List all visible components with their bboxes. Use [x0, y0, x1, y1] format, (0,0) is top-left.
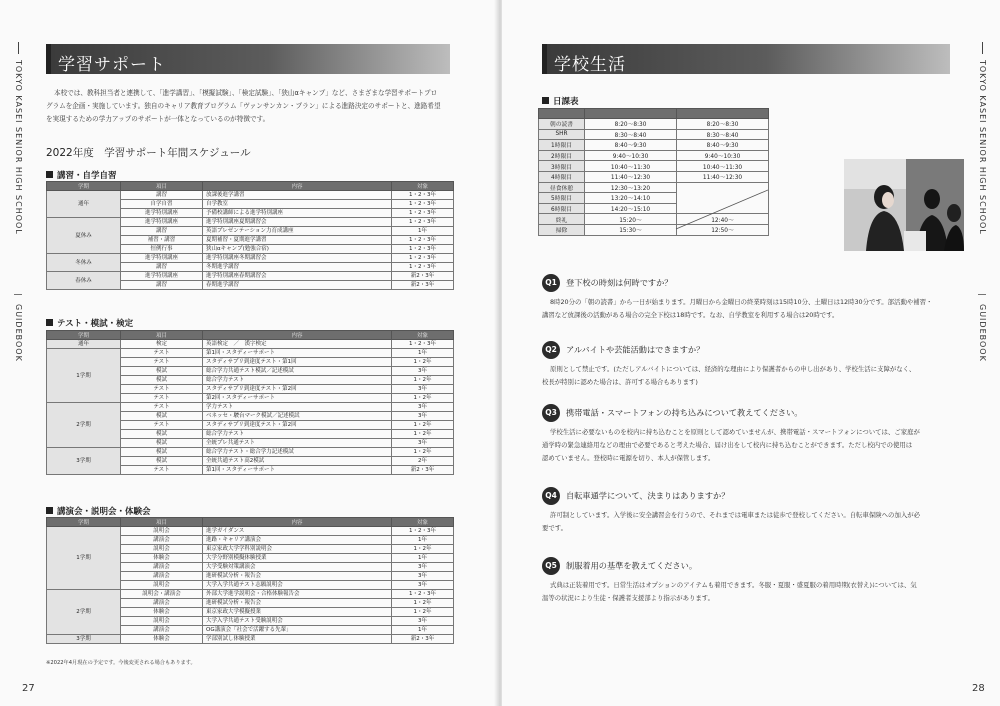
- table-header: 対象: [392, 182, 454, 191]
- target-cell: 1・2年: [392, 421, 454, 430]
- item-cell: テスト: [121, 358, 203, 367]
- table-header: 項目: [121, 518, 203, 527]
- table-header: 内容: [203, 182, 392, 191]
- target-cell: 1・2・3年: [392, 340, 454, 349]
- content-cell: 総合学力テスト: [203, 376, 392, 385]
- faq-answer: [542, 509, 960, 535]
- item-cell: テスト: [121, 349, 203, 358]
- weekday-time: 12:30〜13:20: [585, 182, 677, 193]
- term-cell: 1学期: [47, 349, 121, 403]
- question-badge: Q2: [542, 341, 560, 359]
- weekday-time: 14:20〜15:10: [585, 203, 677, 214]
- item-cell: 説明会: [121, 581, 203, 590]
- weekday-time: 9:40〜10:30: [585, 150, 677, 161]
- answer-line: 温等の状況により生徒・保護者支援部より指示があります。: [542, 594, 715, 602]
- intro-line: グラムを企画・実施しています。独自のキャリア教育プログラム「ヴァンサンカン・プラン」による進路決定のサポートと、進路希望: [46, 102, 441, 110]
- item-cell: テスト: [121, 394, 203, 403]
- answer-line: 原則として禁止です。(ただしアルバイトについては、経済的な理由により保護者からの申し出があり、学校生活に支障がなく、: [550, 365, 916, 373]
- support-table-tests: [46, 330, 454, 475]
- target-cell: 1・2・3年: [392, 590, 454, 599]
- page-number: 28: [972, 683, 985, 694]
- sidebar-school-name: TOKYO KASEI SENIOR HIGH SCHOOL: [978, 60, 987, 235]
- saturday-time: 12:50〜: [677, 224, 769, 235]
- target-cell: 1・2・3年: [392, 200, 454, 209]
- sidebar-guidebook: GUIDEBOOK: [978, 304, 987, 362]
- content-cell: 第1回・スタディーサポート: [203, 466, 392, 475]
- support-table-events: [46, 517, 454, 644]
- question-text: 制服着用の基準を教えてください。: [566, 560, 698, 571]
- sidebar-school-name: TOKYO KASEI SENIOR HIGH SCHOOL: [14, 60, 23, 235]
- item-cell: 講習: [121, 263, 203, 272]
- content-cell: 全統共通テスト高2模試: [203, 457, 392, 466]
- item-cell: テスト: [121, 385, 203, 394]
- question-badge: Q1: [542, 274, 560, 292]
- content-cell: 夏期補習・夏期進学講習: [203, 236, 392, 245]
- weekday-time: 8:20〜8:30: [585, 119, 677, 130]
- footnote: ※2022年4月現在の予定です。今後変更される場合もあります。: [46, 660, 196, 666]
- table-header: [585, 109, 677, 119]
- question-text: 自転車通学について、決まりはありますか？: [566, 490, 730, 501]
- content-cell: スタディサプリ到達度テスト・第2回: [203, 421, 392, 430]
- support-table-lectures: [46, 181, 454, 290]
- item-cell: 説明会・講演会: [121, 590, 203, 599]
- table-header: 学期: [47, 518, 121, 527]
- item-cell: 模試: [121, 457, 203, 466]
- target-cell: 3年: [392, 572, 454, 581]
- item-cell: 模試: [121, 412, 203, 421]
- faq-answer: [542, 579, 960, 605]
- content-cell: 英語検定 ／ 漢字検定: [203, 340, 392, 349]
- left-page: [0, 0, 498, 706]
- table-header: 項目: [121, 331, 203, 340]
- target-cell: 1年: [392, 626, 454, 635]
- weekday-time: 11:40〜12:30: [585, 171, 677, 182]
- answer-line: 要です。: [542, 524, 568, 532]
- section-heading-text: 日課表: [553, 97, 579, 107]
- period-name: 朝の読書: [539, 119, 585, 130]
- table-header: [539, 109, 585, 119]
- target-cell: 1・2・3年: [392, 263, 454, 272]
- square-bullet-icon: [46, 507, 53, 514]
- content-cell: 英語プレゼンテーション力育成講座: [203, 227, 392, 236]
- content-cell: 進学特別講座夏期講習会: [203, 218, 392, 227]
- term-cell: 通年: [47, 191, 121, 218]
- item-cell: 進学特別講座: [121, 254, 203, 263]
- content-cell: 大学受験対策講演会: [203, 563, 392, 572]
- item-cell: 講演会: [121, 536, 203, 545]
- table-header: 項目: [121, 182, 203, 191]
- question-text: 携帯電話・スマートフォンの持ち込みについて教えてください。: [566, 407, 803, 418]
- table-row: [47, 448, 454, 457]
- item-cell: テスト: [121, 403, 203, 412]
- target-cell: 1・2・3年: [392, 527, 454, 536]
- weekday-time: 15:20〜: [585, 214, 677, 225]
- term-cell: 2学期: [47, 403, 121, 448]
- sidebar-separator: |: [14, 293, 23, 297]
- item-cell: 恒例行事: [121, 245, 203, 254]
- faq-question: [542, 487, 729, 505]
- item-cell: テスト: [121, 466, 203, 475]
- schedule-diagonal-line: [584, 189, 768, 231]
- table-header: 学期: [47, 331, 121, 340]
- target-cell: 新2・3年: [392, 635, 454, 644]
- question-text: アルバイトや芸能活動はできますか？: [566, 344, 705, 355]
- item-cell: 進学特別講座: [121, 272, 203, 281]
- question-badge: Q3: [542, 404, 560, 422]
- content-cell: 全統プレ共通テスト: [203, 439, 392, 448]
- content-cell: 放課後進学講習: [203, 191, 392, 200]
- question-text: 登下校の時刻は何時ですか？: [566, 277, 673, 288]
- content-cell: 学力テスト: [203, 403, 392, 412]
- target-cell: 3年: [392, 581, 454, 590]
- target-cell: 新2・3年: [392, 272, 454, 281]
- sidebar-guidebook: GUIDEBOOK: [14, 304, 23, 362]
- content-cell: 東京家政大学学科別説明会: [203, 545, 392, 554]
- period-name: 5時限目: [539, 193, 585, 204]
- answer-line: 認めていません。登校時に電源を切り、本人が保管します。: [542, 454, 715, 462]
- term-cell: 冬休み: [47, 254, 121, 272]
- target-cell: 3年: [392, 385, 454, 394]
- students-in-class-image: [844, 159, 964, 251]
- target-cell: 1・2・3年: [392, 254, 454, 263]
- content-cell: OG講演会「社会で活躍する先輩」: [203, 626, 392, 635]
- target-cell: 1・2・3年: [392, 218, 454, 227]
- faq-question: [542, 557, 697, 575]
- answer-line: 学校生活に必要ないものを校内に持ち込むことを原則として認めていませんが、携帯電話・スマートフォンについては、ご家庭が: [550, 428, 920, 436]
- page-number: 27: [22, 683, 35, 694]
- intro-line: を実現するための学力アップのサポートが一体となっているのが特徴です。: [46, 115, 270, 123]
- target-cell: 1・2年: [392, 608, 454, 617]
- faq-answer: [542, 296, 960, 322]
- schedule-row: [539, 119, 769, 130]
- target-cell: 1年: [392, 554, 454, 563]
- table-header: 対象: [392, 331, 454, 340]
- table-header: 内容: [203, 518, 392, 527]
- square-bullet-icon: [542, 97, 549, 104]
- table-row: [47, 527, 454, 536]
- item-cell: 検定: [121, 340, 203, 349]
- target-cell: 2年: [392, 457, 454, 466]
- sidebar-separator: |: [978, 293, 987, 297]
- period-name: 3時限目: [539, 161, 585, 172]
- item-cell: テスト: [121, 421, 203, 430]
- item-cell: 模試: [121, 430, 203, 439]
- table-header: 内容: [203, 331, 392, 340]
- term-cell: 3学期: [47, 635, 121, 644]
- target-cell: 1・2年: [392, 599, 454, 608]
- table-header: 学期: [47, 182, 121, 191]
- table-row: [47, 590, 454, 599]
- target-cell: 1・2年: [392, 545, 454, 554]
- table-row: [47, 635, 454, 644]
- weekday-time: 8:30〜8:40: [585, 129, 677, 140]
- target-cell: 1・2・3年: [392, 209, 454, 218]
- saturday-time: 8:20〜8:30: [677, 119, 769, 130]
- content-cell: 大学入学共通テスト受験説明会: [203, 617, 392, 626]
- faq-answer: [542, 426, 960, 465]
- content-cell: 外部大学進学説明会・合格体験報告会: [203, 590, 392, 599]
- item-cell: 体験会: [121, 635, 203, 644]
- target-cell: 3年: [392, 412, 454, 421]
- content-cell: 東京家政大学模擬授業: [203, 608, 392, 617]
- schedule-row: [539, 161, 769, 172]
- faq-answer: [542, 363, 960, 389]
- item-cell: 講習: [121, 227, 203, 236]
- period-name: 昼食休憩: [539, 182, 585, 193]
- item-cell: 体験会: [121, 608, 203, 617]
- target-cell: 新2・3年: [392, 281, 454, 290]
- target-cell: 1・2・3年: [392, 191, 454, 200]
- content-cell: 予備校講師による進学特別講座: [203, 209, 392, 218]
- answer-line: 許可制としています。入学後に安全講習会を行うので、それまでは電車または徒歩で登校してください。自転車保険への加入が必: [550, 511, 921, 519]
- section-heading-text: 講習・自学自習: [57, 171, 117, 181]
- item-cell: 講演会: [121, 626, 203, 635]
- period-name: 6時限目: [539, 203, 585, 214]
- students-photo: [844, 159, 964, 251]
- section-heading-text: テスト・模試・検定: [57, 319, 134, 329]
- section-heading: [542, 95, 579, 107]
- section-heading: [46, 317, 133, 329]
- period-name: 終礼: [539, 214, 585, 225]
- term-cell: 1学期: [47, 527, 121, 590]
- schedule-row: [539, 129, 769, 140]
- period-name: 4時限目: [539, 171, 585, 182]
- item-cell: 自学自習: [121, 200, 203, 209]
- schedule-row: [539, 150, 769, 161]
- item-cell: 体験会: [121, 554, 203, 563]
- sidebar-rule: [982, 42, 983, 54]
- item-cell: 模試: [121, 367, 203, 376]
- weekday-time: 8:40〜9:30: [585, 140, 677, 151]
- period-name: 2時限目: [539, 150, 585, 161]
- table-row: [47, 340, 454, 349]
- target-cell: 1・2年: [392, 430, 454, 439]
- saturday-time: 11:40〜12:30: [677, 171, 769, 182]
- content-cell: 春期進学講習: [203, 281, 392, 290]
- schedule-title: 2022年度 学習サポート年間スケジュール: [46, 147, 251, 159]
- item-cell: 説明会: [121, 617, 203, 626]
- faq-question: [542, 404, 802, 422]
- faq-question: [542, 274, 672, 292]
- target-cell: 新2・3年: [392, 466, 454, 475]
- term-cell: 2学期: [47, 590, 121, 635]
- item-cell: 講演会: [121, 563, 203, 572]
- target-cell: 1・2・3年: [392, 236, 454, 245]
- sidebar-rule: [18, 42, 19, 54]
- saturday-time: 8:30〜8:40: [677, 129, 769, 140]
- table-row: [47, 254, 454, 263]
- item-cell: 講習: [121, 281, 203, 290]
- table-row: [47, 191, 454, 200]
- weekday-time: 13:20〜14:10: [585, 193, 677, 204]
- target-cell: 1年: [392, 349, 454, 358]
- target-cell: 1・2年: [392, 448, 454, 457]
- answer-line: 8時20分の「朝の読書」から一日が始まります。月曜日から金曜日の終業時刻は15時10分、土曜日は12時30分です。部活動や補習・: [550, 298, 933, 306]
- item-cell: 進学特別講座: [121, 209, 203, 218]
- item-cell: 講習: [121, 191, 203, 200]
- target-cell: 3年: [392, 439, 454, 448]
- content-cell: 大学入学共通テスト志願説明会: [203, 581, 392, 590]
- table-row: [47, 403, 454, 412]
- square-bullet-icon: [46, 171, 53, 178]
- faq-question: [542, 341, 704, 359]
- answer-line: 通学時の緊急連絡用などの理由で必要であると考えた場合、届け出をして校内に持ち込むことができます。ただし校内での使用は: [542, 441, 913, 449]
- section-banner: 学校生活: [542, 44, 950, 74]
- term-cell: 春休み: [47, 272, 121, 290]
- content-cell: 総合学力テスト: [203, 430, 392, 439]
- content-cell: 進学ガイダンス: [203, 527, 392, 536]
- saturday-time: 10:40〜11:30: [677, 161, 769, 172]
- target-cell: 1・2年: [392, 394, 454, 403]
- item-cell: 説明会: [121, 545, 203, 554]
- content-cell: 進路・キャリア講演会: [203, 536, 392, 545]
- intro-text: [46, 87, 454, 126]
- section-banner: 学習サポート: [46, 44, 450, 74]
- content-cell: ベネッセ・駿台マーク模試／記述模試: [203, 412, 392, 421]
- answer-line: 校長が特別に認めた場合は、許可する場合もあります): [542, 378, 698, 386]
- target-cell: 3年: [392, 617, 454, 626]
- schedule-row: [539, 140, 769, 151]
- target-cell: 1・2・3年: [392, 245, 454, 254]
- answer-line: 講習など放課後の活動がある場合の完全下校は18時です。なお、自学教室を利用する場合は20時です。: [542, 311, 839, 319]
- weekday-time: 15:30〜: [585, 224, 677, 235]
- term-cell: 夏休み: [47, 218, 121, 254]
- period-name: 掃除: [539, 224, 585, 235]
- term-cell: 通年: [47, 340, 121, 349]
- section-heading-text: 講演会・説明会・体験会: [57, 507, 151, 517]
- saturday-time: 8:40〜9:30: [677, 140, 769, 151]
- weekday-time: 10:40〜11:30: [585, 161, 677, 172]
- target-cell: 1・2年: [392, 358, 454, 367]
- content-cell: 自学教室: [203, 200, 392, 209]
- term-cell: 3学期: [47, 448, 121, 475]
- saturday-time: 9:40〜10:30: [677, 150, 769, 161]
- table-row: [47, 272, 454, 281]
- table-header: 対象: [392, 518, 454, 527]
- period-name: SHR: [539, 129, 585, 140]
- item-cell: 進学特別講座: [121, 218, 203, 227]
- content-cell: 狭山αキャンプ(勉強合宿): [203, 245, 392, 254]
- item-cell: 講演会: [121, 599, 203, 608]
- question-badge: Q4: [542, 487, 560, 505]
- content-cell: 学部別試し体験授業: [203, 635, 392, 644]
- content-cell: 第2回・スタディーサポート: [203, 394, 392, 403]
- question-badge: Q5: [542, 557, 560, 575]
- saturday-time: 12:40〜: [677, 214, 769, 225]
- section-heading: [46, 505, 151, 517]
- content-cell: 総合学力テスト・総合学力記述模試: [203, 448, 392, 457]
- item-cell: 講演会: [121, 572, 203, 581]
- item-cell: 模試: [121, 439, 203, 448]
- content-cell: 大学分野別模擬体験授業: [203, 554, 392, 563]
- item-cell: 模試: [121, 376, 203, 385]
- content-cell: 総合学力共通テスト模試／記述模試: [203, 367, 392, 376]
- content-cell: 進学特別講座冬期講習会: [203, 254, 392, 263]
- section-heading: [46, 169, 117, 181]
- content-cell: 冬期進学講習: [203, 263, 392, 272]
- target-cell: 1年: [392, 536, 454, 545]
- answer-line: 式典は正装着用です。日常生活はオプションのアイテムも着用できます。冬服・夏服・盛夏服の着用時期(衣替え)については、気: [550, 581, 917, 589]
- item-cell: 説明会: [121, 527, 203, 536]
- content-cell: 進研模試分析・報告会: [203, 572, 392, 581]
- table-header: [677, 109, 769, 119]
- content-cell: スタディサプリ到達度テスト・第2回: [203, 385, 392, 394]
- period-name: 1時限目: [539, 140, 585, 151]
- target-cell: 3年: [392, 563, 454, 572]
- intro-line: 本校では、教科担当者と連携して、「進学講習」、「模擬試験」、「検定試験」、「狭山αキャンプ」など、さまざまな学習サポートプロ: [54, 89, 438, 97]
- content-cell: スタディサプリ到達度テスト・第1回: [203, 358, 392, 367]
- target-cell: 1・2年: [392, 376, 454, 385]
- target-cell: 3年: [392, 403, 454, 412]
- target-cell: 1年: [392, 227, 454, 236]
- target-cell: 3年: [392, 367, 454, 376]
- square-bullet-icon: [46, 319, 53, 326]
- table-row: [47, 218, 454, 227]
- item-cell: 補習・講習: [121, 236, 203, 245]
- schedule-row: [539, 171, 769, 182]
- content-cell: 第1回・スタディーサポート: [203, 349, 392, 358]
- table-row: [47, 349, 454, 358]
- content-cell: 進研模試分析・報告会: [203, 599, 392, 608]
- item-cell: 模試: [121, 448, 203, 457]
- content-cell: 進学特別講座春期講習会: [203, 272, 392, 281]
